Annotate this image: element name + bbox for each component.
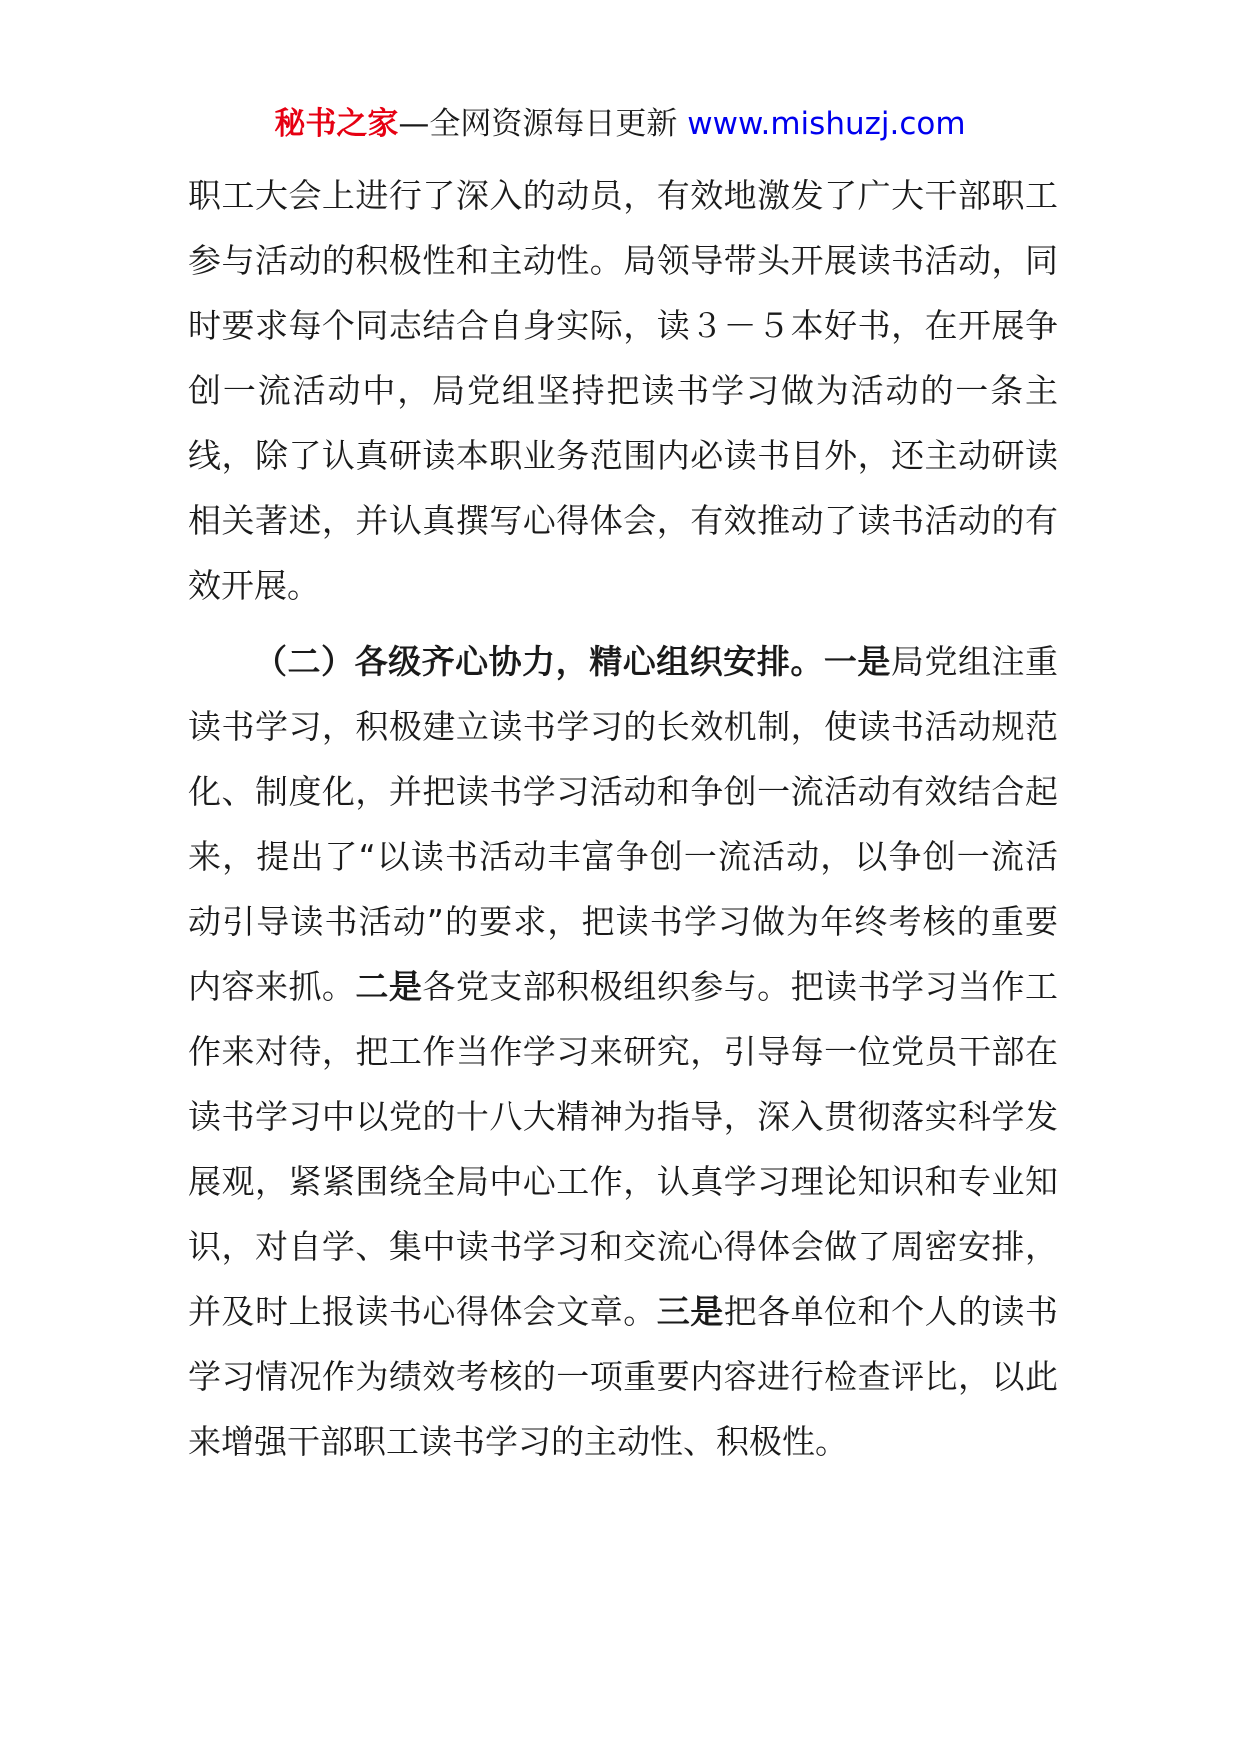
point-text-1: 局党组注重读书学习，积极建立读书学习的长效机制，使读书活动规范化、制度化，并把读书学习活动和争创一流活动有效结合起来，提出了“以读书活动丰富争创一流活动，以争创一流活动引导读书活动”的要求，把读书学习做为年终考核的重要内容来抓。 (188, 642, 1059, 1006)
point-label-1: 一是 (823, 642, 891, 681)
header-tagline: —全网资源每日更新 (398, 106, 688, 142)
paragraph-2 (188, 629, 1058, 1474)
point-text-3: 把各单位和个人的读书学习情况作为绩效考核的一项重要内容进行检查评比，以此来增强干部职工读书学习的主动性、积极性。 (188, 1292, 1059, 1461)
document-body (188, 163, 1058, 1474)
page-header (0, 104, 1240, 144)
brand-name: 秘书之家 (274, 106, 399, 142)
point-label-3: 三是 (656, 1292, 724, 1331)
section-heading: （二）各级齐心协力，精心组织安排。 (254, 642, 824, 681)
point-label-2: 二是 (355, 967, 423, 1006)
point-text-2: 各党支部积极组织参与。把读书学习当作工作来对待，把工作当作学习来研究，引导每一位党员干部在读书学习中以党的十八大精神为指导，深入贯彻落实科学发展观，紧紧围绕全局中心工作，认真学习理论知识和专业知识，对自学、集中读书学习和交流心得体会做了周密安排，并及时上报读书心得体会文章。 (188, 967, 1059, 1331)
paragraph-1: 职工大会上进行了深入的动员，有效地激发了广大干部职工参与活动的积极性和主动性。局领导带头开展读书活动，同时要求每个同志结合自身实际，读３－５本好书，在开展争创一流活动中，局党组坚持把读书学习做为活动的一条主线，除了认真研读本职业务范围内必读书目外，还主动研读相关著述，并认真撰写心得体会，有效推动了读书活动的有效开展。 (188, 176, 1058, 605)
site-link[interactable]: www.mishuzj.com (687, 106, 966, 142)
